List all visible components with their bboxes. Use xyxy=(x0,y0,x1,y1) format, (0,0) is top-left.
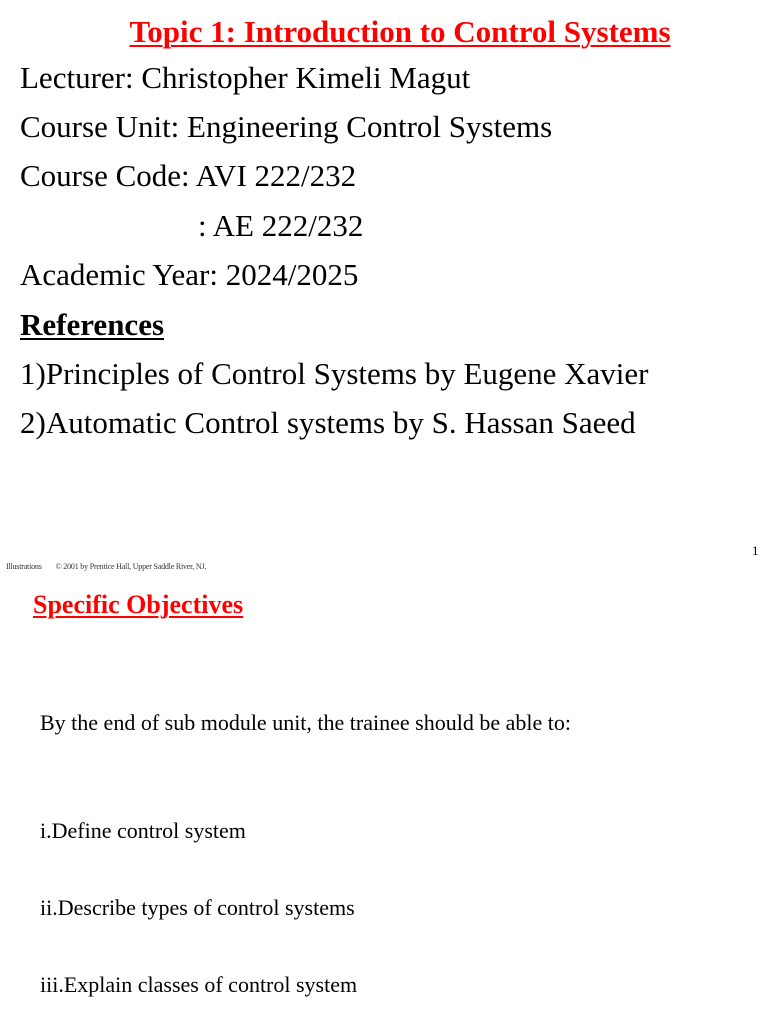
footer-copyright: © 2001 by Prentice Hall, Upper Saddle River, NJ. xyxy=(55,562,207,571)
page-number: 1 xyxy=(752,543,759,558)
slide1-title: Topic 1: Introduction to Control Systems xyxy=(129,14,671,49)
references-heading: References xyxy=(20,307,165,342)
objective-item: i.Define control system xyxy=(40,818,246,843)
footer-illustrations-label: Illustrations xyxy=(6,562,42,571)
lecturer-line: Lecturer: Christopher Kimeli Magut xyxy=(20,60,471,95)
objective-item: iii.Explain classes of control system xyxy=(40,972,358,997)
reference-item: 2)Automatic Control systems by S. Hassan Saeed xyxy=(20,405,636,440)
course-unit-line: Course Unit: Engineering Control Systems xyxy=(20,109,553,144)
slide2-title: Specific Objectives xyxy=(33,590,244,619)
course-code-line: Course Code: AVI 222/232 xyxy=(20,158,357,193)
objectives-intro: By the end of sub module unit, the trainee should be able to: xyxy=(40,710,571,735)
academic-year-line: Academic Year: 2024/2025 xyxy=(20,257,359,292)
reference-item: 1)Principles of Control Systems by Eugene Xavier xyxy=(20,356,649,391)
slide-footer xyxy=(6,562,206,571)
course-code-alt-line: : AE 222/232 xyxy=(198,208,364,243)
objective-item: ii.Describe types of control systems xyxy=(40,895,355,920)
